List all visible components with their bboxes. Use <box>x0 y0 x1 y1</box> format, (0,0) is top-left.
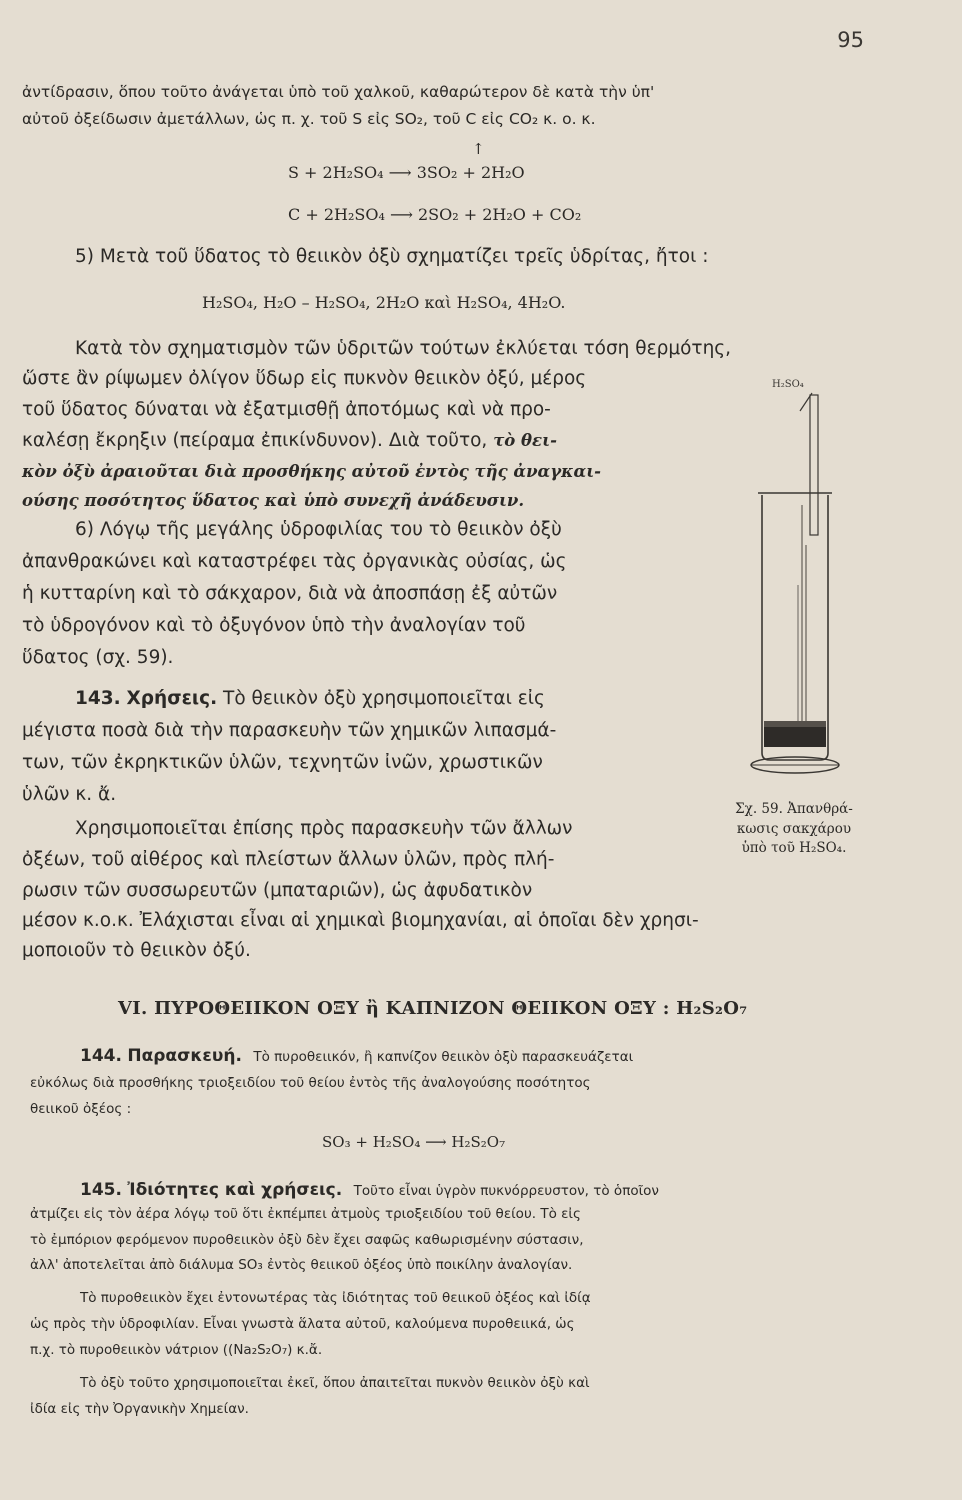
point-6-line-1: 6) Λόγῳ τῆς μεγάλης ὑδροφιλίας του τὸ θειικὸν ὀξὺ <box>75 519 562 540</box>
heat-line-4-text: καλέσῃ ἔκρηξιν (πείραμα ἐπικίνδυνον). Διὰ τοῦτο, <box>22 430 488 451</box>
intro-line-1: ἀντίδρασιν, ὅπου τοῦτο ἀνάγεται ὑπὸ τοῦ χαλκοῦ, καθαρώτερον δὲ κατὰ τὴν ὑπ' <box>22 83 655 101</box>
section-143-line-1: Τὸ θειικὸν ὀξὺ χρησιμοποιεῖται εἰς <box>223 688 545 709</box>
section-143-line-8: μέσον κ.ο.κ. Ἐλάχισται εἶναι αἱ χημικαὶ βιομηχανίαι, αἱ ὁποῖαι δὲν χρησι- <box>22 910 699 931</box>
section-145-p3-line-2: ἰδία εἰς τὴν Ὀργανικὴν Χημείαν. <box>30 1401 249 1417</box>
heat-line-6: ούσης ποσότητος ὕδατος καὶ ὑπὸ συνεχῆ ἀνάδευσιν. <box>22 491 525 510</box>
section-143-line-6: ὀξέων, τοῦ αἰθέρος καὶ πλείστων ἄλλων ὑλῶν, πρὸς πλή- <box>22 849 555 870</box>
equation-sulfur: S + 2H₂SO₄ ⟶ 3SO₂ + 2H₂O <box>288 163 525 182</box>
section-144-equation: SO₃ + H₂SO₄ ⟶ H₂S₂O₇ <box>322 1133 506 1151</box>
section-145-line-1: Τοῦτο εἶναι ὑγρὸν πυκνόρρευστον, τὸ ὁποῖον <box>353 1183 659 1199</box>
heat-line-2: ὥστε ἂν ρίψωμεν ὀλίγον ὕδωρ εἰς πυκνὸν θειικὸν ὀξύ, μέρος <box>22 368 587 389</box>
hydrates-formula: H₂SO₄, H₂O – H₂SO₄, 2H₂O καὶ H₂SO₄, 4H₂O. <box>202 293 566 312</box>
figure-cylinder <box>740 365 880 785</box>
heat-line-4 <box>22 432 557 451</box>
section-145-line-4: ἀλλ' ἀποτελεῖται ἀπὸ διάλυμα SO₃ ἐντὸς θειικοῦ ὀξέος ὑπὸ ποικίλην ἀναλογίαν. <box>30 1257 573 1273</box>
section-143-line-4: ὑλῶν κ. ἄ. <box>22 784 117 805</box>
section-144-heading-line <box>80 1048 633 1065</box>
point-6-line-2: ἀπανθρακώνει καὶ καταστρέφει τὰς ὀργανικὰς οὐσίας, ὡς <box>22 551 567 572</box>
section-143-line-5: Χρησιμοποιεῖται ἐπίσης πρὸς παρασκευὴν τῶν ἄλλων <box>75 818 573 839</box>
figure-label: H₂SO₄ <box>772 379 804 390</box>
section-144-line-3: θειικοῦ ὀξέος : <box>30 1101 132 1117</box>
section-145-p2-line-1: Τὸ πυροθειικὸν ἔχει ἐντονωτέρας τὰς ἰδιότητας τοῦ θειικοῦ ὀξέος καὶ ἰδίᾳ <box>80 1290 591 1306</box>
gas-arrow-icon: ↑ <box>472 140 485 158</box>
point-6-line-3: ἡ κυτταρίνη καὶ τὸ σάκχαρον, διὰ νὰ ἀποσπάσῃ ἐξ αὐτῶν <box>22 583 558 604</box>
section-145-line-3: τὸ ἐμπόριον φερόμενον πυροθειικὸν ὀξὺ δὲν ἔχει σαφῶς καθωρισμένην σύστασιν, <box>30 1232 584 1248</box>
figure-caption-line-2: κωσις σακχάρου <box>736 820 852 837</box>
page-number: 95 <box>837 28 864 52</box>
section-145-p2-line-3: π.χ. τὸ πυροθειικὸν νάτριον ((Na₂S₂O₇) κ.ἄ. <box>30 1342 323 1358</box>
intro-line-2: αὐτοῦ ὀξείδωσιν ἀμετάλλων, ὡς π. χ. τοῦ S εἰς SO₂, τοῦ C εἰς CO₂ κ. ο. κ. <box>22 110 596 128</box>
figure-caption <box>704 800 884 859</box>
section-145-heading-line <box>80 1182 659 1199</box>
section-143-line-3: των, τῶν ἐκρηκτικῶν ὑλῶν, τεχνητῶν ἰνῶν, χρωστικῶν <box>22 752 543 773</box>
heat-line-3: τοῦ ὕδατος δύναται νὰ ἐξατμισθῇ ἀποτόμως καὶ νὰ προ- <box>22 399 551 420</box>
cylinder-illustration <box>740 365 880 785</box>
section-143-line-7: ρωσιν τῶν συσσωρευτῶν (μπαταριῶν), ὡς ἀφυδατικὸν <box>22 880 533 901</box>
point-5-text: 5) Μετὰ τοῦ ὕδατος τὸ θειικὸν ὀξὺ σχηματίζει τρεῖς ὑδρίτας, ἤτοι : <box>75 246 709 267</box>
section-143-number: 143. <box>75 688 121 709</box>
point-6-line-4: τὸ ὑδρογόνον καὶ τὸ ὀξυγόνον ὑπὸ τὴν ἀναλογίαν τοῦ <box>22 615 526 636</box>
section-144-line-2: εὐκόλως διὰ προσθήκης τριοξειδίου τοῦ θείου ἐντὸς τῆς ἀναλογούσης ποσότητος <box>30 1075 591 1091</box>
section-143-title: Χρήσεις. <box>126 688 218 709</box>
section-145-p3-line-1: Τὸ ὀξὺ τοῦτο χρησιμοποιεῖται ἐκεῖ, ὅπου ἀπαιτεῖται πυκνὸν θειικὸν ὀξὺ καὶ <box>80 1375 590 1391</box>
section-145-title: Ἰδιότητες καὶ χρήσεις. <box>127 1180 343 1200</box>
heat-line-5: κὸν ὀξὺ ἀραιοῦται διὰ προσθήκης αὐτοῦ ἐντὸς τῆς ἀναγκαι- <box>22 462 602 481</box>
section-143-line-9: μοποιοῦν τὸ θειικὸν ὀξύ. <box>22 940 251 961</box>
section-145-line-2: ἀτμίζει εἰς τὸν ἀέρα λόγῳ τοῦ ὅτι ἐκπέμπει ἀτμοὺς τριοξειδίου τοῦ θείου. Τὸ εἰς <box>30 1206 581 1222</box>
section-144-line-1: Τὸ πυροθειικόν, ἢ καπνίζον θειικὸν ὀξὺ παρασκευάζεται <box>253 1049 634 1065</box>
point-6-line-5: ὕδατος (σχ. 59). <box>22 647 174 668</box>
section-144-title: Παρασκευή. <box>127 1046 242 1066</box>
equation-carbon: C + 2H₂SO₄ ⟶ 2SO₂ + 2H₂O + CO₂ <box>288 205 582 224</box>
heat-line-4-emphasis: τὸ θει- <box>493 431 557 450</box>
figure-caption-line-3: ὑπὸ τοῦ H₂SO₄. <box>741 840 847 857</box>
section-143-line-2: μέγιστα ποσὰ διὰ τὴν παρασκευὴν τῶν χημικῶν λιπασμά- <box>22 720 557 741</box>
section-144-number: 144. <box>80 1046 122 1066</box>
figure-caption-line-1: Σχ. 59. Ἀπανθρά- <box>735 801 853 817</box>
section-vi-heading: VI. ΠΥΡΟΘΕΙΙΚΟΝ ΟΞΥ ἢ ΚΑΠΝΙΖΟΝ ΘΕΙΙΚΟΝ ΟΞΥ : H₂S₂O₇ <box>118 998 748 1019</box>
section-143-heading-line <box>75 690 545 709</box>
section-145-p2-line-2: ὡς πρὸς τὴν ὑδροφιλίαν. Εἶναι γνωστὰ ἅλατα αὐτοῦ, καλούμενα πυροθειικά, ὡς <box>30 1316 575 1332</box>
heat-line-1: Κατὰ τὸν σχηματισμὸν τῶν ὑδριτῶν τούτων ἐκλύεται τόση θερμότης, <box>75 338 732 359</box>
section-145-number: 145. <box>80 1180 122 1200</box>
